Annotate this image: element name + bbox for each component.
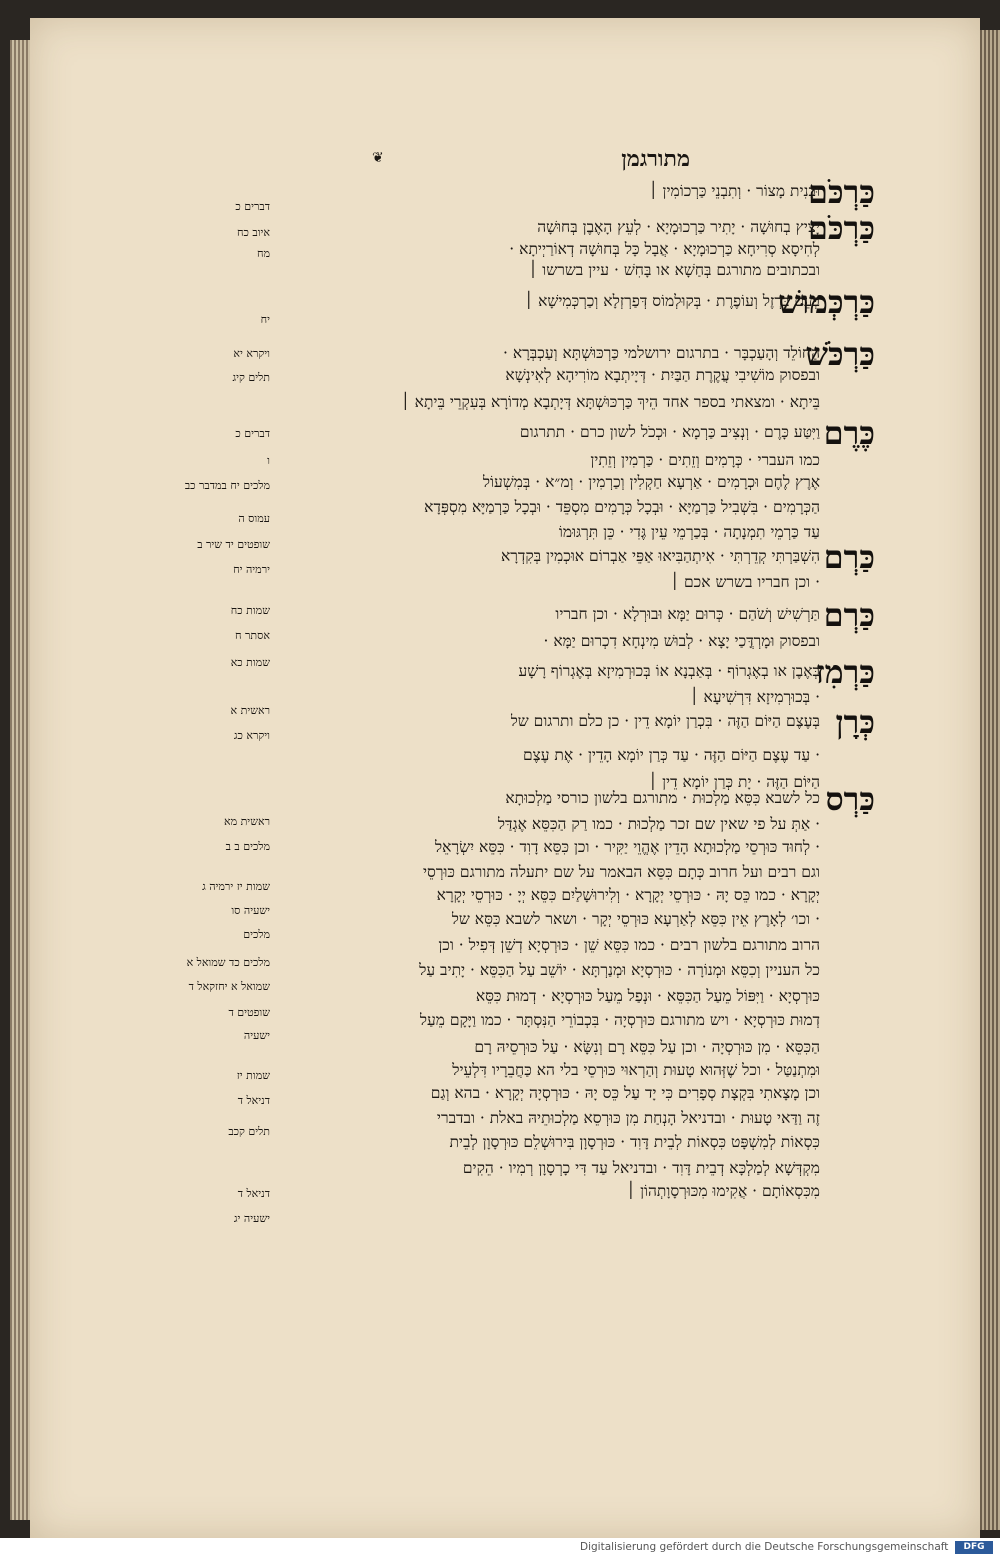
margin-reference: שמות כא bbox=[230, 656, 270, 669]
margin-reference: שמות יז ירמיה ג bbox=[202, 880, 270, 893]
entry-text-line: יָצִיץ בְחוּשָׁה · יָתִיר כַּרְכוּמָיָא · לְעֵץ הָאֶבֶן בְּחוּשָׁה bbox=[537, 218, 820, 236]
entry-text-line: הרוב מתורגם בלשון רבים · כמו כִּסֵּא שֵׁן · כּוּרְסְיָא דְשֵׁן דְּפִיל · וכן bbox=[438, 936, 820, 954]
margin-reference: ירמיה יח bbox=[233, 563, 270, 576]
entry-text-line: בְּעֵט בַּרְזֶל וְעוֹפֶרֶת · בְּקוּלְמוֹס דְּפַרְזְלָא וְכַרְכְּמִישָׁא ׀ bbox=[524, 292, 820, 310]
entry-text-line: וגם רבים ועל חרוב כְּתָם כִּסֵּא הבאמר על שם יתעלה מתורגם כּוּרְסֵי bbox=[422, 863, 820, 881]
entry-text-line: עַד כַּרְמֵי תִמְנָתָה · בְּכַרְמֵי עֵין גֶּדִי · כֵּן תִּרְגּוּמוֹ bbox=[558, 523, 820, 541]
entry-text-line: וּבָנִית מָצוֹר · וְתִבְנֵי כַּרְכוֹמִין ׀ bbox=[648, 182, 820, 200]
margin-reference: ו bbox=[267, 454, 270, 467]
entry-text-line: בְּאֶבֶן או בְאֶגְרוֹף · בְּאַבְנָא אוֹ בְּכוּרְמִיזָא בְּאֶגְרוֹף רָשָׁע bbox=[518, 662, 820, 680]
margin-reference: ויקרא יא bbox=[233, 347, 270, 360]
margin-reference: ראשית א bbox=[230, 704, 270, 717]
margin-reference: מלכים ב ב bbox=[225, 840, 270, 853]
entry-text-line: יְקָרָא · כמו כֵּס יָהּ · כּוּרְסֵי יְקָרָא · וְלִירוּשָׁלַיִם כִּסֵּא יְיָ · כּוּרְסֵי יְקָרָא bbox=[436, 886, 820, 904]
entry-text-line: · אַתְּ על פי שאין שם זכר מַלְכוּת · כמו רַק הַכִּסֵּא אֶגְדַּל bbox=[497, 815, 820, 833]
footer-credit: Digitalisierung gefördert durch die Deutsche Forschungsgemeinschaft bbox=[580, 1541, 949, 1553]
entry-text-line: וּמִתְנַטַּל · וכל שֶׁזְּהוּא טָעוּת וְהַרְאוּי כּוּרְסֵי בלי הא כַּחֲבֵרָיו דִּלְעֵיל bbox=[452, 1061, 820, 1079]
entry-text-line: הִשְׁבַּרְתִּי קְדֵרְתִּי · אִיתְהַבִּיאוּ אַפֵּי אַבְרוֹם אוּכְמִין בְּקִדְרָא bbox=[500, 547, 820, 565]
margin-reference: אסתר ח bbox=[235, 629, 270, 642]
entry-headword: כַּרְכְּמוּשׁ bbox=[778, 283, 875, 321]
entry-text-line: וכן מָצָאתִי בִּקְצָת סְפָרִים כִּי יָד עַל כֵּס יָהּ · כּוּרְסְיָה יְקָרָא · בהא וְגַם bbox=[430, 1084, 820, 1102]
margin-reference: שמות יז bbox=[236, 1069, 270, 1082]
margin-reference: שופטים ד bbox=[228, 1006, 270, 1019]
page-edge-left bbox=[10, 40, 30, 1520]
entry-text-line: הַחוֹלֵד וְהָעַכְבָּר · בתרגום ירושלמי כַּרְכּוּשְׁתָּא וְעַכְבְּרָא · bbox=[503, 344, 820, 362]
margin-reference: עמוס ה bbox=[238, 512, 270, 525]
entry-text-line: זֶה וַדַּאי טָעוּת · ובדניאל הָנְחַת מִן כּוּרְסֵא מַלְכוּתֵיהּ באלת · ובדברי bbox=[436, 1109, 820, 1127]
margin-reference: שמואל א יחזקאל ד bbox=[188, 980, 270, 993]
entry-text-line: ובפסוק מוֹשִׁיבִי עֲקֶרֶת הַבַּיִת · דְּיָיתְבָא מוֹרִיהָא לְאִינְשָׁא bbox=[505, 366, 820, 384]
entry-text-line: · לְחוּד כּוּרְסֵי מַלְכוּתָא הָדֵין אֶהֱוֵי יַקִּיר · וכן כִּסֵּא דָוִד · כִּסֵּא יִשְׂרָאֵל bbox=[434, 838, 820, 856]
entry-text-line: כמו העברי · כְּרָמִים וְזֵתִים · כַּרְמִין וְזֵתִין bbox=[590, 451, 820, 469]
entry-text-line: בֵּיתָא · ומצאתי בספר אחד הֵיךְ כַּרְכּוּשְׁתָּא דְּיָתְבָא מְדוֹרָא בְּעִקְרֵי בֵּיתָא ׀ bbox=[400, 393, 820, 411]
entry-text-line: הַכְּרָמִים · בִּשְׁבִיל כַּרְמַיָּא · וּבְכָל כְּרָמִים מִסְפֵּד · וּבְכָל כַּרְמַיָּא מִסְפְּדָא bbox=[424, 498, 820, 516]
margin-reference: דניאל ד bbox=[237, 1094, 270, 1107]
entry-text-line: · בְּכוּרְמִיזָא דִּרְשִׁיעָא ׀ bbox=[689, 688, 820, 706]
entry-headword: כַּרְכֹּשׁ bbox=[805, 335, 875, 373]
entry-headword: כַּרְם bbox=[823, 596, 875, 634]
footer-bar bbox=[0, 1538, 1000, 1557]
entry-text-line: · עַד עֶצֶם הַיּוֹם הַזֶּה · עַד כְּרַן יוֹמָא הָדֵין · אֶת עֶצֶם bbox=[522, 746, 820, 764]
margin-reference: ראשית מא bbox=[223, 815, 270, 828]
entry-text-line: לְחִיסָא סְרִיחָא כַּרְכוּמָיָא · אֲבָל כָּל בְּחוּשָׁה דְאוֹרַיְיתָא · bbox=[509, 240, 820, 258]
entry-headword: כַּרְם bbox=[823, 538, 875, 576]
entry-headword: כַּרְכֹּם bbox=[808, 209, 875, 247]
margin-reference: תלים קכב bbox=[228, 1125, 270, 1138]
entry-text-line: ובכתובים מתורגם בְּחַשָׁא או בָּחִשׁ · עיין בשרשו ׀ bbox=[528, 261, 820, 279]
margin-reference: מלכים כד שמואל א bbox=[186, 956, 270, 969]
margin-reference: ישעיה יג bbox=[233, 1212, 270, 1225]
entry-text-line: ובפסוק וּמָרְדֳּכַי יָצָא · לְבוּשׁ מִינְחָא דִכְרוּם יַמָּא · bbox=[543, 632, 820, 650]
page-edge-right bbox=[980, 30, 1000, 1530]
margin-reference: שמות כח bbox=[230, 604, 270, 617]
margin-reference: מח bbox=[256, 247, 270, 260]
entry-text-line: וַיִּטַּע כָּרֶם · וְנְצִיב כַּרְמָא · וּכְכֹל לשון כרם · תתרגום bbox=[519, 423, 820, 441]
entry-text-line: כל העניין וְכִסֵּא וּמְנוֹרָה · כּוּרְסְיָא וּמְנַרְתָּא · יוֹשֵׁב עַל הַכִּסֵּא · יָתִיב עַל bbox=[419, 961, 820, 979]
entry-text-line: בְּעֶצֶם הַיּוֹם הַזֶּה · בִּכְרַן יוֹמָא דֵין · כן כלם ותרגום של bbox=[510, 712, 820, 730]
entry-text-line: הַיּוֹם הַזֶּה · יָת כְּרַן יוֹמָא דֵין ׀ bbox=[648, 773, 820, 791]
margin-reference: מלכים יח במדבר כב bbox=[184, 479, 270, 492]
running-header: מתורגמן bbox=[621, 146, 690, 172]
entry-text-line: אֶרֶץ לֶחֶם וּכְרָמִים · אַרְעָא חַקְלִין וְכַרְמִין · וְמ״א · בְּמִשְׁעוֹל bbox=[482, 473, 820, 491]
margin-reference: ישעיה bbox=[243, 1029, 270, 1042]
margin-reference: יח bbox=[260, 313, 270, 326]
margin-reference: דברים כ bbox=[235, 200, 270, 213]
entry-headword: כַּרְס bbox=[825, 780, 875, 818]
entry-headword: כֶּרֶם bbox=[823, 414, 875, 452]
margin-reference: מלכים bbox=[243, 928, 270, 941]
entry-text-line: דְמוּת כּוּרְסְיָא · ויש מתורגם כּוּרְסְיָה · בִּכְבוֹרֵי הַנִּסְתָּר · כמו וַיָּקָם מֵעַל bbox=[419, 1011, 820, 1029]
margin-reference: ישעיה סו bbox=[231, 904, 270, 917]
entry-text-line: הַכִּסֵּא · מִן כּוּרְסְיָה · וכן עַל כִּסֵּא רָם וְנִשָּׂא · עַל כּוּרְסֵיהּ רָם bbox=[474, 1038, 820, 1056]
entry-text-line: כִּסְאוֹת לְמִשְׁפָּט כִּסְאוֹת לְבֵית דָּוִד · כּוּרְסָוָן בִּירוּשְׁלֵם כּוּרְסָוָן לְבֵית bbox=[449, 1133, 820, 1151]
entry-text-line: · וכן חבריו בשרש אכם ׀ bbox=[670, 573, 820, 591]
entry-text-line: מִקְדְּשָׁא לְמַלְכָּא דְבֵית דָּוִד · ובדניאל עַד דִּי כָרְסָוָן רְמִיו · הֵקִים bbox=[462, 1159, 820, 1177]
entry-text-line: מִכִּסְאוֹתָם · אֲקִימוּ מִכּוּרְסָוָתְהוֹן ׀ bbox=[626, 1182, 820, 1200]
entry-text-line: כּוּרְסְיָא · וַיִּפּוֹל מֵעַל הַכִּסֵּא · וּנְפַל מֵעַל כּוּרְסְיָא · דְמוּת כִּסֵּא bbox=[475, 987, 820, 1005]
entry-headword: כַּרְמִז bbox=[815, 653, 875, 691]
margin-reference: שופטים יד שיר ב bbox=[197, 538, 270, 551]
margin-reference: תלים קיג bbox=[232, 371, 270, 384]
margin-reference: דניאל ד bbox=[237, 1187, 270, 1200]
margin-reference: איוב כח bbox=[237, 226, 270, 239]
margin-reference: דברים כ bbox=[235, 427, 270, 440]
entry-text-line: תַּרְשִׁישׁ וְשֹׁהַם · כְּרוּם יַמָּא וּבוּרְלָא · וכן חבריו bbox=[555, 605, 820, 623]
entry-headword: כַּרְכֹּם bbox=[808, 173, 875, 211]
ornament-icon: ❦ bbox=[372, 150, 384, 166]
dfg-logo-badge: DFG bbox=[955, 1541, 993, 1554]
entry-text-line: · וכו׳ לְאָרֶץ אֵין כִּסֵּא לְאַרְעָא כּוּרְסֵי יְקָר · ושאר לשבא כִּסֵּא של bbox=[451, 910, 820, 928]
entry-headword: כְּרָן bbox=[835, 703, 875, 741]
margin-reference: ויקרא כג bbox=[233, 729, 270, 742]
entry-text-line: כל לשבא כִּסֵּא מַלְכוּת · מתורגם בלשון כורסי מַלְכוּתָא bbox=[505, 789, 820, 807]
